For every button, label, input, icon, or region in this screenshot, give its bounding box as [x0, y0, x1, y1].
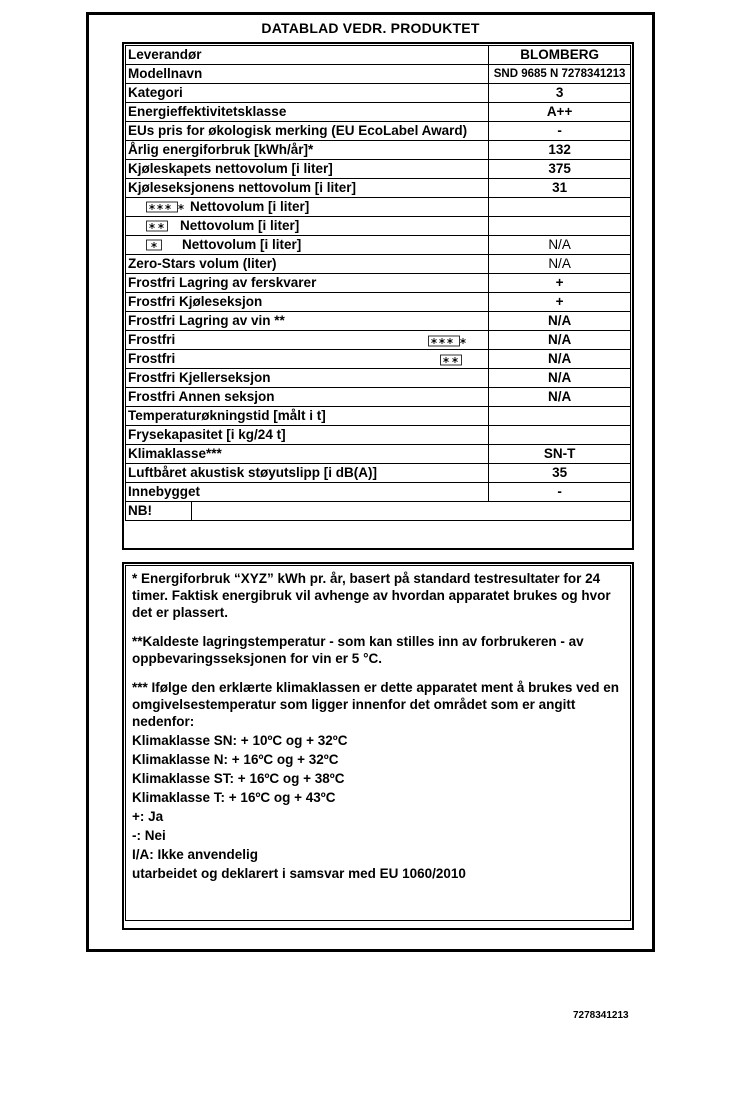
row-label: Leverandør [126, 46, 489, 65]
table-row [126, 502, 631, 521]
table-row [126, 312, 631, 331]
row-label: Energieffektivitetsklasse [126, 103, 489, 122]
table-row [126, 369, 631, 388]
list-item: utarbeidet og deklarert i samsvar med EU 1060/2010 [132, 866, 466, 881]
list-item: Klimaklasse T: + 16ºC og + 43ºC [132, 790, 336, 805]
row-value: N/A [489, 312, 631, 331]
row-value: SND 9685 N 7278341213 [489, 65, 631, 84]
row-value: - [489, 122, 631, 141]
row-label: Nettovolum [i liter] [190, 199, 310, 214]
table-row [126, 122, 631, 141]
row-label: Frostfri [128, 351, 176, 366]
row-value [489, 198, 631, 217]
table-row [126, 426, 631, 445]
row-value: A++ [489, 103, 631, 122]
list-item: Klimaklasse ST: + 16ºC og + 38ºC [132, 771, 345, 786]
footnote-climate: *** Ifølge den erklærte klimaklassen er dette apparatet ment å brukes ved en omgivelsestemperatur som ligger innenfor det området som er angitt nedenfor: [132, 680, 619, 729]
row-label: Zero-Stars volum (liter) [126, 255, 489, 274]
nb-value [192, 502, 631, 521]
document-number: 7278341213 [573, 1010, 629, 1021]
row-label: Temperaturøkningstid [målt i t] [126, 407, 489, 426]
row-value: 132 [489, 141, 631, 160]
table-row [126, 464, 631, 483]
table-row [126, 160, 631, 179]
row-value: 3 [489, 84, 631, 103]
row-value: + [489, 274, 631, 293]
four-star-icon [428, 334, 468, 350]
row-label: Nettovolum [i liter] [182, 237, 302, 252]
table-row [126, 84, 631, 103]
list-item: -: Nei [132, 828, 166, 843]
table-row [126, 103, 631, 122]
table-row [126, 350, 631, 369]
row-label: Frostfri Kjøleseksjon [126, 293, 489, 312]
list-item: Klimaklasse SN: + 10ºC og + 32ºC [132, 733, 348, 748]
row-value: N/A [489, 388, 631, 407]
row-label-cell [126, 198, 489, 217]
table-row [126, 445, 631, 464]
nb-table [125, 501, 631, 521]
row-label: Kjøleseksjonens nettovolum [i liter] [126, 179, 489, 198]
row-label-cell [126, 331, 489, 350]
table-row [126, 293, 631, 312]
row-label: Luftbåret akustisk støyutslipp [i dB(A)] [126, 464, 489, 483]
row-label: Frostfri Annen seksjon [126, 388, 489, 407]
row-value [489, 426, 631, 445]
table-row [126, 274, 631, 293]
two-star-icon [440, 353, 462, 369]
row-label: EUs pris for økologisk merking (EU EcoLabel Award) [126, 122, 489, 141]
row-value: SN-T [489, 445, 631, 464]
row-value: BLOMBERG [489, 46, 631, 65]
list-item: +: Ja [132, 809, 164, 824]
table-row [126, 65, 631, 84]
spec-table-box [122, 42, 634, 550]
row-value [489, 217, 631, 236]
table-row [126, 331, 631, 350]
row-value: N/A [489, 255, 631, 274]
row-label: Frysekapasitet [i kg/24 t] [126, 426, 489, 445]
row-value: - [489, 483, 631, 502]
row-value: 31 [489, 179, 631, 198]
row-label: Klimaklasse*** [126, 445, 489, 464]
row-label: Frostfri Lagring av vin ** [126, 312, 489, 331]
footnote-energy: * Energiforbruk “XYZ” kWh pr. år, basert på standard testresultater for 24 timer. Faktisk energibruk vil avhenge av hvordan apparatet brukes og hvor det er plassert. [132, 571, 611, 620]
table-row [126, 198, 631, 217]
two-star-icon [146, 220, 168, 232]
page-title: DATABLAD VEDR. PRODUKTET [261, 20, 480, 36]
list-item: Klimaklasse N: + 16ºC og + 32ºC [132, 752, 339, 767]
row-value [489, 407, 631, 426]
row-label-cell [126, 236, 489, 255]
row-value: 375 [489, 160, 631, 179]
datasheet-frame [86, 12, 655, 952]
row-label: Kategori [126, 84, 489, 103]
row-label: Frostfri Lagring av ferskvarer [126, 274, 489, 293]
table-row [126, 236, 631, 255]
row-label: Kjøleskapets nettovolum [i liter] [126, 160, 489, 179]
table-row [126, 46, 631, 65]
one-star-icon [146, 239, 162, 251]
row-value: N/A [489, 350, 631, 369]
table-row [126, 179, 631, 198]
nb-label: NB! [126, 502, 192, 521]
table-row [126, 255, 631, 274]
row-label: Modellnavn [126, 65, 489, 84]
row-label: Nettovolum [i liter] [180, 218, 300, 233]
row-value: N/A [489, 236, 631, 255]
row-label: Innebygget [126, 483, 489, 502]
row-label: Frostfri [128, 332, 176, 347]
row-label: Frostfri Kjellerseksjon [126, 369, 489, 388]
four-star-icon [146, 201, 186, 213]
table-row [126, 407, 631, 426]
row-label-cell [126, 350, 489, 369]
footnote-wine: **Kaldeste lagringstemperatur - som kan stilles inn av forbrukeren - av oppbevaringsseksjonen for vin er 5 °C. [132, 634, 584, 666]
table-row [126, 217, 631, 236]
table-row [126, 483, 631, 502]
footnotes-content [125, 565, 631, 921]
row-value: 35 [489, 464, 631, 483]
spec-table [125, 45, 631, 502]
row-value: N/A [489, 369, 631, 388]
table-row [126, 388, 631, 407]
list-item: I/A: Ikke anvendelig [132, 847, 259, 862]
row-value: + [489, 293, 631, 312]
row-label-cell [126, 217, 489, 236]
row-label: Årlig energiforbruk [kWh/år]* [126, 141, 489, 160]
footnotes-box [122, 562, 634, 930]
row-value: N/A [489, 331, 631, 350]
table-row [126, 141, 631, 160]
